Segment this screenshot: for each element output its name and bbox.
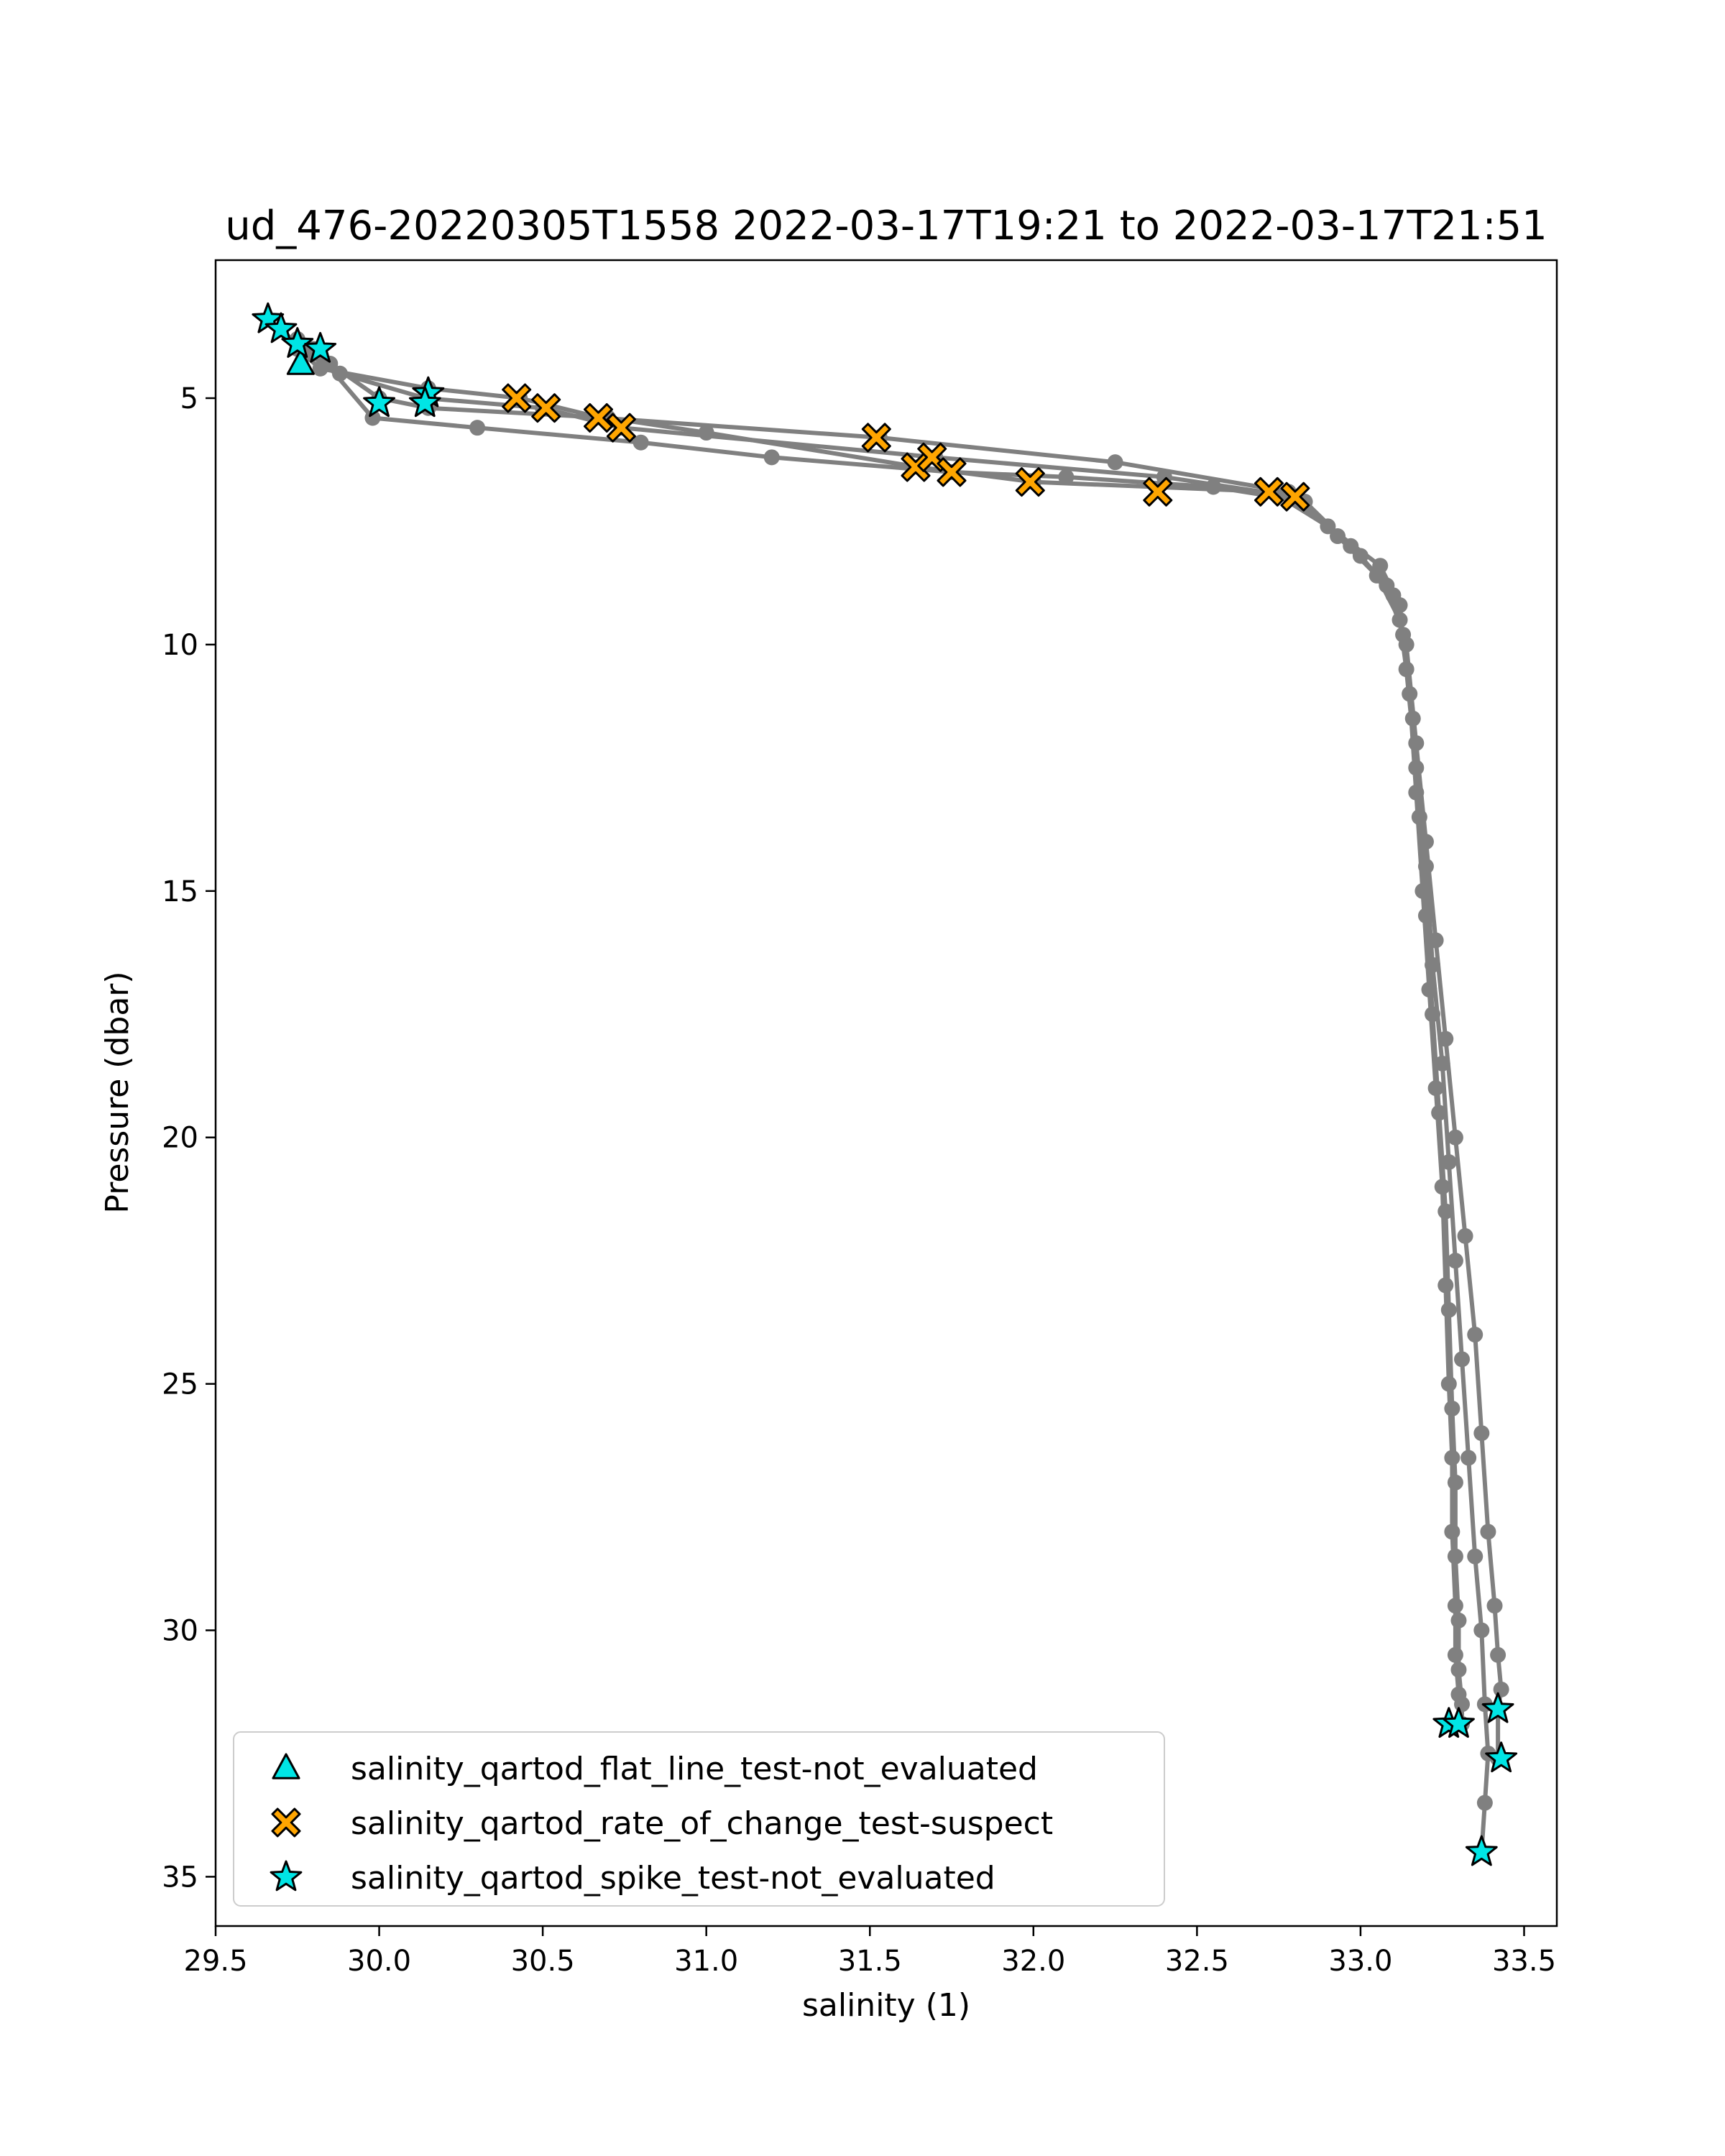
profile-point [1418,834,1434,849]
x-tick-label: 30.0 [347,1945,412,1978]
plot-frame [216,260,1557,1926]
x-tick-label: 33.5 [1491,1945,1557,1978]
profile-point [1441,1376,1457,1392]
profile-point [1494,1682,1509,1697]
profile-point [1450,1662,1466,1677]
profile-point [1448,1549,1463,1565]
profile-point [1448,1475,1463,1491]
qc-markers [253,303,1517,1865]
profile-line [298,339,1489,1852]
profile-point [1448,1647,1463,1663]
y-tick-label: 15 [162,875,198,908]
profile-point [1441,1302,1457,1318]
x-tick-label: 32.5 [1164,1945,1229,1978]
profile-point [1108,454,1123,470]
y-tick-label: 35 [162,1861,198,1894]
profile-point [1467,1327,1483,1342]
x-tick-label: 29.5 [183,1945,248,1978]
profile-point [1205,479,1221,494]
profile-point [1428,932,1444,948]
profile-point [1450,1613,1466,1628]
profile-point [1438,1031,1453,1047]
profile-point [1058,469,1074,485]
legend-entry-label: salinity_qartod_spike_test-not_evaluated [351,1860,995,1897]
profile-point [764,449,780,465]
x-axis [183,1926,1556,1978]
profile-point [1448,1130,1463,1146]
profile-line [281,329,1462,1724]
profile-point [1454,1696,1470,1712]
profile-point [1460,1450,1476,1465]
profile-point [1408,735,1424,751]
profile-line [314,349,1501,1758]
x-tick-label: 32.0 [1001,1945,1066,1978]
x-tick-label: 31.0 [674,1945,739,1978]
y-axis [162,382,216,1894]
profile-point [1487,1598,1503,1613]
profile-point [1444,1524,1460,1539]
profile-point [1473,1425,1489,1441]
legend-entry-label: salinity_qartod_flat_line_test-not_evaluated [351,1751,1038,1787]
profile-point [1444,1401,1460,1416]
y-tick-label: 25 [162,1368,198,1401]
profile-point [1458,1228,1473,1244]
x-tick-label: 31.5 [837,1945,902,1978]
x-tick-label: 33.0 [1328,1945,1393,1978]
y-axis-label: Pressure (dbar) [99,971,136,1214]
profile-point [1438,1277,1453,1293]
y-tick-label: 20 [162,1121,198,1155]
chart-title: ud_476-20220305T1558 2022-03-17T19:21 to 2022-03-17T21:51 [225,203,1547,249]
x-tick-label: 30.5 [510,1945,575,1978]
profile-point [1490,1647,1506,1663]
profile-lines [260,311,1509,1860]
x-axis-label: salinity (1) [801,1987,971,2024]
profile-point [1399,637,1414,653]
legend-entry-label: salinity_qartod_rate_of_change_test-suspect [351,1805,1054,1842]
y-tick-label: 10 [162,628,198,662]
profile-point [1454,1351,1470,1367]
profile-line [268,319,1459,1724]
profile-point [699,425,714,441]
y-tick-label: 5 [180,382,198,416]
y-tick-label: 30 [162,1614,198,1648]
qc-star-marker [1466,1836,1496,1865]
profile-point [1385,587,1401,603]
profile-point [469,420,485,436]
legend [234,1732,1164,1906]
profile-point [1353,548,1368,563]
profile-point [1441,1154,1457,1170]
profile-point [1467,1549,1483,1565]
profile-point [1473,1623,1489,1639]
profile-point [1480,1524,1496,1539]
profile-point [1477,1795,1493,1811]
profile-point [1448,1253,1463,1268]
profile-point [1448,1598,1463,1613]
